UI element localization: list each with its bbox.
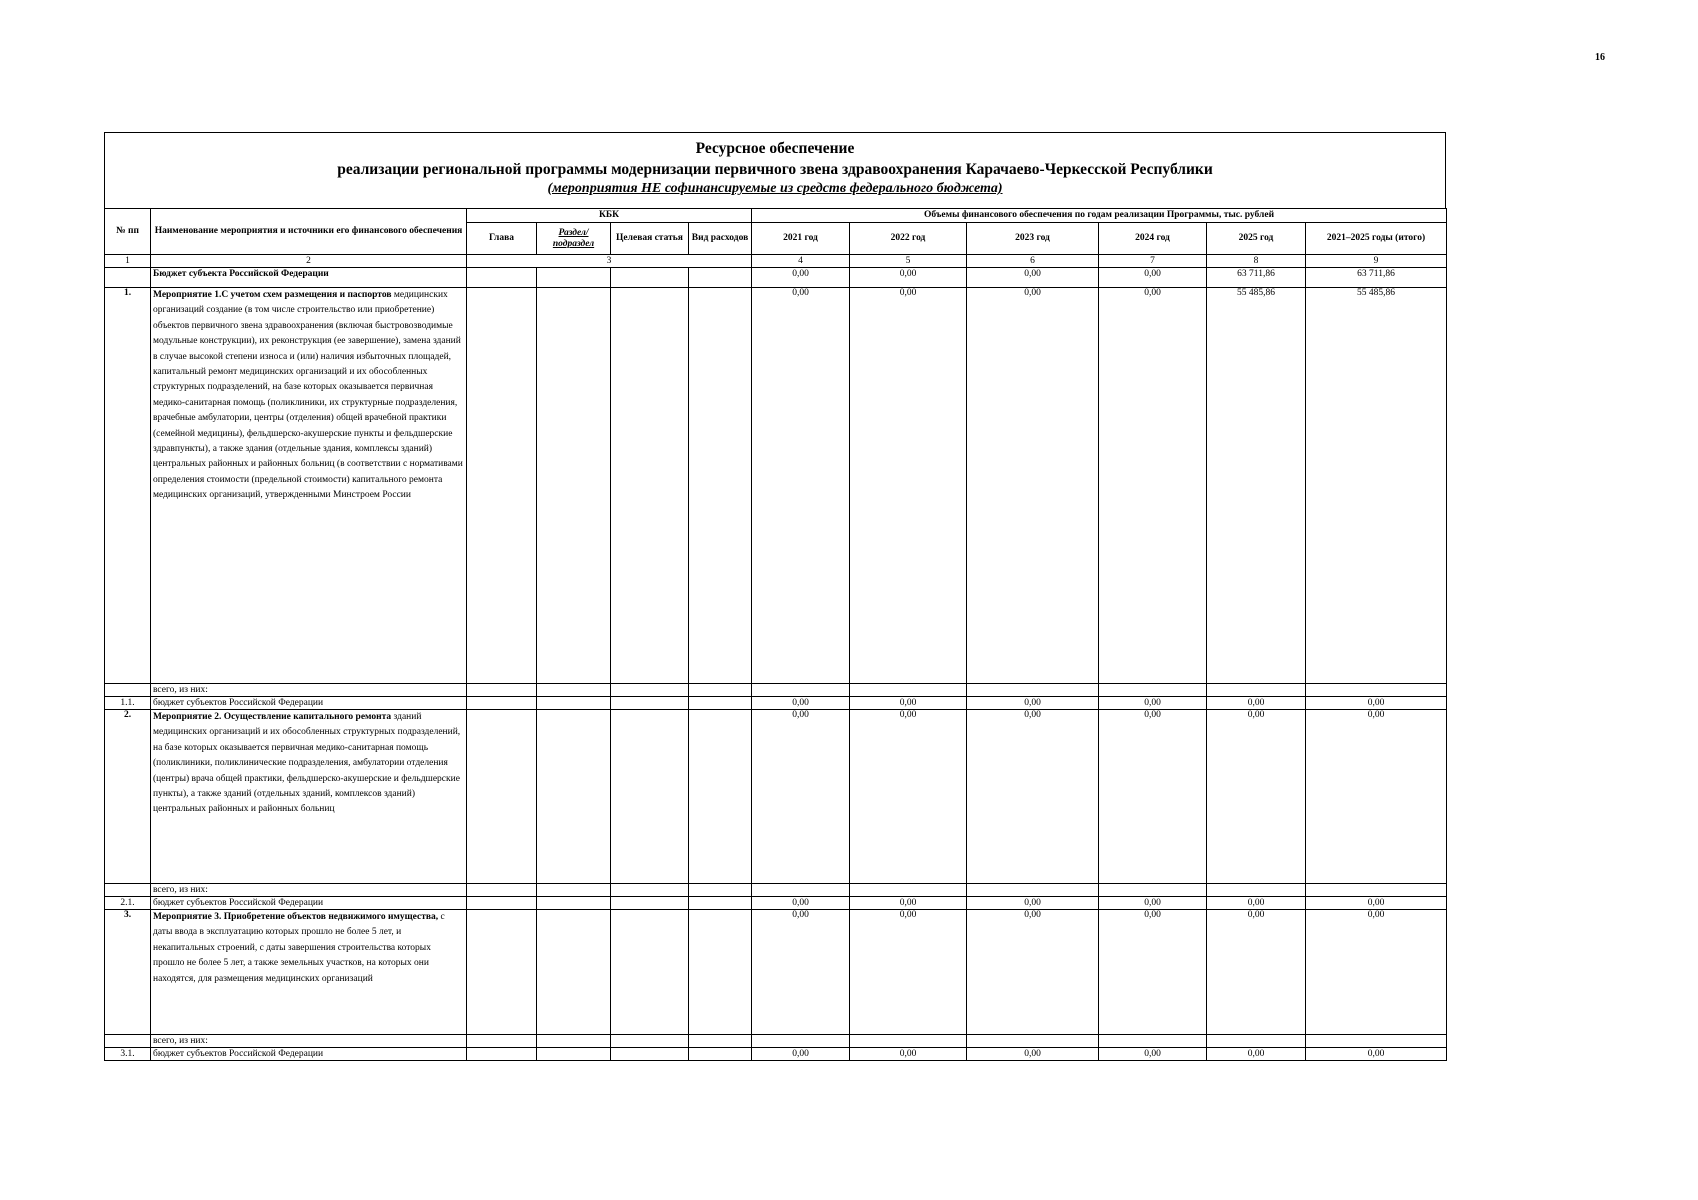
- value-cell: 0,00: [1306, 910, 1447, 1035]
- value-cell: 55 485,86: [1207, 288, 1306, 684]
- value-cell: 0,00: [1099, 710, 1207, 884]
- row-num: 1.: [105, 288, 151, 684]
- header-num: № пп: [105, 209, 151, 255]
- header-year-total: 2021–2025 годы (итого): [1306, 223, 1447, 255]
- value-cell: 0,00: [967, 268, 1099, 288]
- header-kbk-vid: Вид расходов: [689, 223, 752, 255]
- title-line-1: Ресурсное обеспечение: [695, 140, 855, 157]
- value-cell: 0,00: [850, 910, 967, 1035]
- row-label: бюджет субъектов Российской Федерации: [151, 1048, 467, 1061]
- resource-table-sheet: [104, 132, 1446, 1061]
- table-row: [105, 1048, 1447, 1061]
- header-name: Наименование мероприятия и источники его финансового обеспечения: [151, 209, 467, 255]
- table-title: [104, 132, 1446, 208]
- index-cell: 5: [850, 255, 967, 268]
- value-cell: 0,00: [967, 1048, 1099, 1061]
- value-cell: 0,00: [1306, 697, 1447, 710]
- value-cell: 0,00: [1207, 710, 1306, 884]
- value-cell: 0,00: [1099, 910, 1207, 1035]
- header-year-2023: 2023 год: [967, 223, 1099, 255]
- value-cell: 0,00: [1099, 268, 1207, 288]
- row-description: Мероприятие 1.С учетом схем размещения и паспортов медицинских организаций создание (в том числе строительство или приобретение) объектов первичного звена здравоохранения (включая быстровозводимые модульные конструкции), их реконструкция (ее завершение), замена зданий в случае высокой степени износа и (или) наличия избыточных площадей, капитальный ремонт медицинских организаций и их обособленных структурных подразделений, на базе которых оказывается первичная медико-санитарная помощь (поликлиники, их структурные подразделения, врачебные амбулатории, центры (отделения) общей врачебной практики (семейной медицины), фельдшерско-акушерские пункты и фельдшерские здравпункты), а также здания (отдельные здания, комплексы зданий) центральных районных и районных больниц (в соответствии с нормативами определения стоимости (предельной стоимости) капитального ремонта медицинских организаций, утвержденными Минстроем России: [151, 288, 467, 684]
- value-cell: 0,00: [967, 910, 1099, 1035]
- value-cell: 0,00: [967, 897, 1099, 910]
- table-row: [105, 697, 1447, 710]
- header-kbk: КБК: [467, 209, 752, 223]
- row-num: 1.1.: [105, 697, 151, 710]
- index-cell: 3: [467, 255, 752, 268]
- value-cell: 0,00: [752, 1048, 850, 1061]
- value-cell: 0,00: [752, 897, 850, 910]
- value-cell: 0,00: [1306, 1048, 1447, 1061]
- table-row: [105, 268, 1447, 288]
- value-cell: 0,00: [850, 897, 967, 910]
- value-cell: 0,00: [967, 288, 1099, 684]
- row-num: 2.1.: [105, 897, 151, 910]
- header-year-2021: 2021 год: [752, 223, 850, 255]
- row-label: Бюджет субъекта Российской Федерации: [151, 268, 467, 288]
- value-cell: 0,00: [850, 288, 967, 684]
- row-num: 3.: [105, 910, 151, 1035]
- table-row: [105, 897, 1447, 910]
- index-cell: 4: [752, 255, 850, 268]
- index-cell: 9: [1306, 255, 1447, 268]
- header-year-2024: 2024 год: [1099, 223, 1207, 255]
- value-cell: 0,00: [1207, 1048, 1306, 1061]
- value-cell: 0,00: [752, 268, 850, 288]
- value-cell: 0,00: [752, 697, 850, 710]
- index-cell: 6: [967, 255, 1099, 268]
- header-volumes: Объемы финансового обеспечения по годам реализации Программы, тыс. рублей: [752, 209, 1447, 223]
- value-cell: 0,00: [1207, 910, 1306, 1035]
- table-row: [105, 884, 1447, 897]
- header-kbk-razdel: Раздел/ подраздел: [537, 223, 611, 255]
- row-num: 2.: [105, 710, 151, 884]
- table-row: [105, 1035, 1447, 1048]
- value-cell: 0,00: [1306, 710, 1447, 884]
- value-cell: 0,00: [1099, 697, 1207, 710]
- value-cell: 0,00: [1099, 1048, 1207, 1061]
- row-label: бюджет субъектов Российской Федерации: [151, 697, 467, 710]
- value-cell: 0,00: [1099, 288, 1207, 684]
- value-cell: 63 711,86: [1207, 268, 1306, 288]
- table-row: [105, 288, 1447, 684]
- value-cell: 0,00: [1207, 697, 1306, 710]
- resource-table: [104, 208, 1447, 1061]
- header-kbk-statya: Целевая статья: [611, 223, 689, 255]
- header-year-2025: 2025 год: [1207, 223, 1306, 255]
- value-cell: 0,00: [850, 697, 967, 710]
- value-cell: 0,00: [752, 910, 850, 1035]
- row-num: 3.1.: [105, 1048, 151, 1061]
- table-row: [105, 710, 1447, 884]
- header-row-1: [105, 209, 1447, 223]
- row-label: бюджет субъектов Российской Федерации: [151, 897, 467, 910]
- value-cell: 0,00: [1306, 897, 1447, 910]
- value-cell: 0,00: [1099, 897, 1207, 910]
- table-row: [105, 684, 1447, 697]
- value-cell: 55 485,86: [1306, 288, 1447, 684]
- value-cell: 0,00: [967, 710, 1099, 884]
- value-cell: 0,00: [850, 268, 967, 288]
- header-year-2022: 2022 год: [850, 223, 967, 255]
- value-cell: 63 711,86: [1306, 268, 1447, 288]
- title-line-3: (мероприятия НЕ софинансируемые из средств федерального бюджета): [547, 181, 1003, 196]
- title-line-2: реализации региональной программы модернизации первичного звена здравоохранения Карачаево-Черкесской Республики: [337, 161, 1213, 178]
- row-description: Мероприятие 3. Приобретение объектов недвижимого имущества, с даты ввода в эксплуатацию которых прошло не более 5 лет, и некапитальных строений, с даты завершения строительства которых прошло не более 5 лет, а также земельных участков, на которых они находятся, для размещения медицинских организаций: [151, 910, 467, 1035]
- page-number: 16: [1595, 52, 1605, 63]
- row-description: Мероприятие 2. Осуществление капитального ремонта зданий медицинских организаций и их обособленных структурных подразделений, на базе которых оказывается первичная медико-санитарная помощь (поликлиники, поликлинические подразделения, амбулатории отделения (центры) врача общей практики, фельдшерско-акушерские и фельдшерские пункты), а также зданий (отдельных зданий, комплексов зданий) центральных районных и районных больниц: [151, 710, 467, 884]
- index-row: [105, 255, 1447, 268]
- index-cell: 1: [105, 255, 151, 268]
- value-cell: 0,00: [1207, 897, 1306, 910]
- value-cell: 0,00: [752, 288, 850, 684]
- index-cell: 2: [151, 255, 467, 268]
- row-label: всего, из них:: [151, 684, 467, 697]
- index-cell: 7: [1099, 255, 1207, 268]
- row-label: всего, из них:: [151, 884, 467, 897]
- header-kbk-glava: Глава: [467, 223, 537, 255]
- index-cell: 8: [1207, 255, 1306, 268]
- value-cell: 0,00: [850, 710, 967, 884]
- row-label: всего, из них:: [151, 1035, 467, 1048]
- table-row: [105, 910, 1447, 1035]
- value-cell: 0,00: [752, 710, 850, 884]
- value-cell: 0,00: [850, 1048, 967, 1061]
- value-cell: 0,00: [967, 697, 1099, 710]
